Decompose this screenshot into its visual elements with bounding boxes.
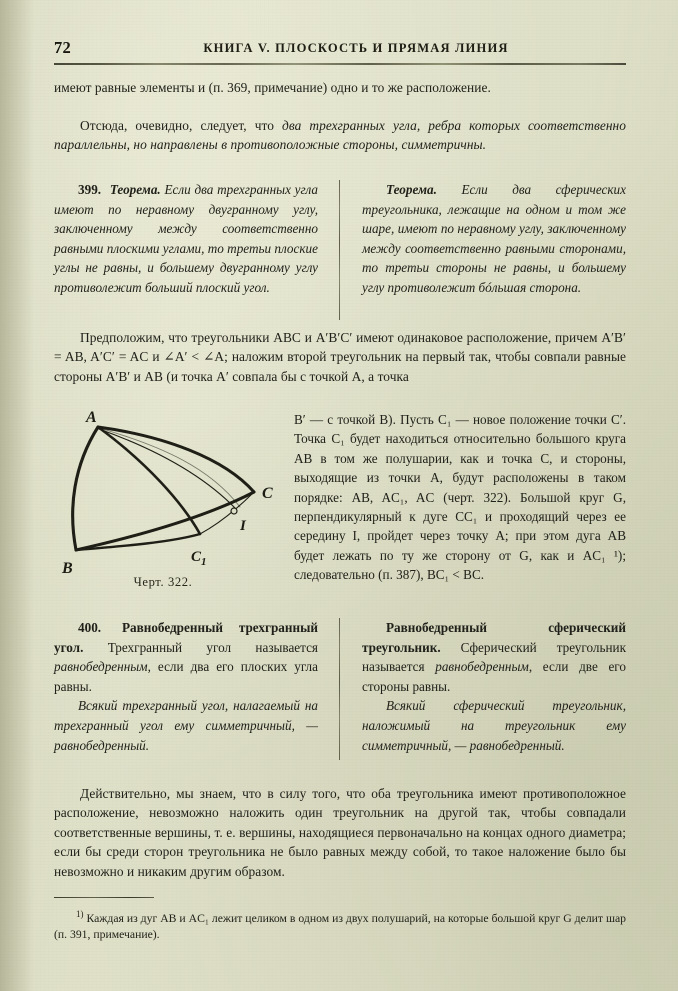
section-400-left-term: равнобедренным bbox=[54, 659, 148, 675]
footnote bbox=[54, 906, 626, 943]
theorem-399-right-text: Если два сферических треугольника, лежащие на одном и том же шаре, имеют по неравному углу, заключенному между соответственно равными сторонами, то третьи стороны не равны, и большему углу противолежит бóльшая сторона. bbox=[362, 182, 626, 295]
column-divider bbox=[339, 618, 340, 760]
spherical-triangle-diagram bbox=[54, 410, 286, 600]
paragraph-symmetry bbox=[54, 116, 626, 155]
arc-AB-left bbox=[73, 427, 98, 550]
page-number: 72 bbox=[54, 38, 72, 57]
theorem-399-right-heading: Теорема. bbox=[386, 182, 437, 197]
figure-label-C: C bbox=[262, 485, 273, 502]
arc-BC1 bbox=[76, 534, 200, 550]
proof-side-body: B′ — с точкой B). Пусть C₁ — новое положение точки C′. Точка C₁ будет находиться относительно большого круга AB в том же полушарии, как и точка C, и стороны, выходящие из точки A, будут расположены в таком порядке: AB, AC₁, AC (черт. 322). Большой круг G, перпендикулярный к дуге CC₁ и проходящий через ее середину I, пройдет через точку A; при этом дуга AB будет лежать по ту же сторону от G, как и AC₁ ¹); следовательно (п. 387), BC₁ < BC. bbox=[294, 412, 626, 583]
section-400-left-heading: Равнобедренный трехгранный угол. bbox=[54, 620, 318, 655]
running-head bbox=[54, 38, 626, 60]
figure-322 bbox=[54, 410, 286, 600]
proof-figure-section bbox=[54, 328, 626, 589]
section-400-right-column bbox=[362, 618, 626, 755]
closing-text: Действительно, мы знаем, что в силу того, что оба треугольника имеют противоположное расположение, невозможно наложить один треугольник на другой так, чтобы совпадали соответственные вершины, т. е. вершины, находящиеся первоначально на концах одного диаметра; если бы среди сторон треугольника не было равных между собой, то такое наложение было бы невозможно и никаким другим образом. bbox=[54, 786, 626, 879]
figure-label-B: B bbox=[62, 560, 73, 577]
section-400-right-text-c: , если две его стороны равны. bbox=[362, 659, 626, 694]
running-title: КНИГА V. ПЛОСКОСТЬ И ПРЯМАЯ ЛИНИЯ bbox=[203, 41, 509, 55]
paragraph-1-text: имеют равные элементы и (п. 369, примечание) одно и то же расположение. bbox=[54, 80, 491, 95]
page-gutter-shadow bbox=[0, 0, 34, 991]
section-400-left-text-c: , если два его плоских угла равны. bbox=[54, 659, 318, 694]
figure-caption-text: Черт. 322. bbox=[133, 575, 193, 589]
section-400-right-italic-para: Всякий сферический треугольник, наложимый на треугольник ему симметричный, — равнобедренный. bbox=[362, 698, 626, 753]
section-400-right-heading: Равнобедренный сферический треугольник. bbox=[362, 620, 626, 655]
construction-line bbox=[99, 428, 240, 507]
section-400-right-term: равнобедренным bbox=[435, 659, 529, 675]
section-400-left-column bbox=[54, 618, 318, 755]
theorem-399-heading: Теорема. bbox=[109, 182, 161, 197]
figure-label-C1: $C_1$ bbox=[191, 549, 207, 568]
section-400-left-italic-para: Всякий трехгранный угол, налагаемый на трехгранный угол ему симметричный, — равнобедренный. bbox=[54, 698, 318, 753]
proof-intro-text: Предположим, что треугольники ABC и A′B′C′ имеют одинаковое расположение, причем A′B′ = AB, A′C′ = AC и ∠A′ < ∠A; наложим второй треугольник на первый так, чтобы совпали равные стороны A′B′ и AB (и точка A′ совпала бы с точкой A, а точка bbox=[54, 330, 626, 384]
figure-label-I: I bbox=[240, 518, 246, 534]
paragraph-2-lead: Отсюда, очевидно, следует, что bbox=[80, 118, 283, 133]
proof-side-text bbox=[294, 410, 626, 585]
figure-caption bbox=[54, 575, 272, 590]
arc-AC-outer bbox=[98, 427, 254, 492]
theorem-399-right-column bbox=[362, 180, 626, 298]
arc-AC1 bbox=[98, 427, 200, 534]
footnote-text: Каждая из дуг AB и AC₁ лежит целиком в одном из двух полушарий, на которые большой круг G делит шар (п. 391, примечание). bbox=[54, 911, 627, 942]
footnote-rule bbox=[54, 897, 154, 898]
theorem-399-left-text: Если два трехгранных угла имеют по неравному двугранному углу, заключенному между соответственно равными плоскими углами, то третьи плоские углы не равны, и большему двугранному углу противолежит больший плоский угол. bbox=[54, 182, 318, 295]
section-400-right-text-a: Сферический треугольник называется bbox=[362, 639, 626, 675]
footnote-marker: 1) bbox=[76, 909, 84, 919]
paragraph-2-italic: два трехгранных угла, ребра которых соответственно параллельны, но направлены в противоположные стороны, симметричны. bbox=[54, 118, 626, 153]
header-rule bbox=[54, 63, 626, 65]
closing-paragraph bbox=[54, 784, 626, 881]
midpoint-I-marker bbox=[231, 508, 237, 514]
figure-label-A: A bbox=[86, 410, 97, 426]
proof-intro-paragraph bbox=[54, 328, 626, 386]
theorem-399-left-column bbox=[54, 180, 318, 298]
column-divider bbox=[339, 180, 340, 320]
theorem-399-number: 399. bbox=[78, 182, 102, 197]
section-400-number: 400. bbox=[78, 620, 102, 635]
section-400-left-text-a: Трехгранный угол называется bbox=[107, 639, 318, 655]
paragraph-continuation bbox=[54, 78, 626, 97]
